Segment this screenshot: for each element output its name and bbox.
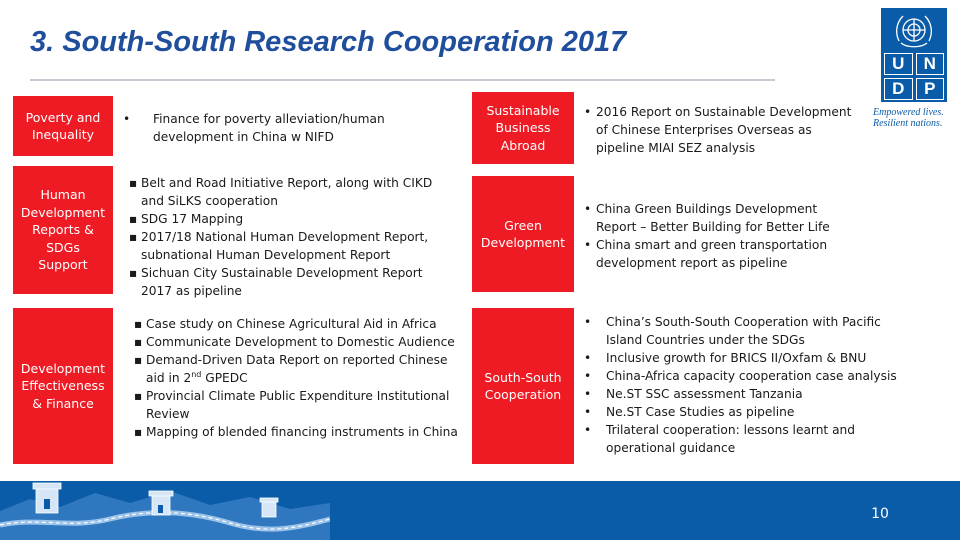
category-box-development-effectiveness xyxy=(13,308,113,464)
logo-letter: N xyxy=(916,53,945,75)
category-label: Sustainable xyxy=(486,102,560,118)
un-emblem-icon xyxy=(887,11,941,49)
undp-logo xyxy=(875,8,953,132)
green-development-items xyxy=(584,200,844,272)
item-text: Demand-Driven Data Report on reported Chinese aid in 2 xyxy=(146,353,448,385)
list-item: • Trilateral cooperation: lessons learnt and operational guidance xyxy=(584,421,904,457)
category-box-green-development xyxy=(472,176,574,292)
slide-title: 3. South-South Research Cooperation 2017 xyxy=(30,26,627,58)
category-label: & Finance xyxy=(32,395,94,411)
category-label: Development xyxy=(20,360,106,376)
category-label: Abroad xyxy=(500,137,546,153)
category-label: Development xyxy=(20,204,106,220)
south-south-items xyxy=(584,313,904,457)
category-label: Green xyxy=(504,217,542,233)
logo-letter: D xyxy=(884,78,913,100)
superscript: nd xyxy=(191,369,202,379)
category-label: Cooperation xyxy=(484,387,562,402)
category-label: Reports & xyxy=(32,222,94,238)
list-item: ▪ Sichuan City Sustainable Development Report 2017 as pipeline xyxy=(129,264,449,300)
category-box-poverty xyxy=(13,96,113,156)
category-label: South-South xyxy=(484,369,562,385)
tagline-line: Empowered lives. xyxy=(873,107,944,118)
list-item xyxy=(134,351,469,387)
list-item: • Ne.ST SSC assessment Tanzania xyxy=(584,385,904,403)
list-item: • China’s South-South Cooperation with Pacific Island Countries under the SDGs xyxy=(584,313,904,349)
title-divider xyxy=(30,79,775,81)
logo-background xyxy=(881,8,947,102)
logo-letter: U xyxy=(884,53,913,75)
list-item: ▪ Mapping of blended financing instruments in China xyxy=(134,423,469,441)
sustainable-business-items xyxy=(584,103,854,157)
category-label: Poverty and xyxy=(25,109,101,125)
list-item: • 2016 Report on Sustainable Development of Chinese Enterprises Overseas as pipeline MIAI SEZ analysis xyxy=(584,103,854,157)
great-wall-icon xyxy=(0,481,330,540)
list-item: ▪ 2017/18 National Human Development Report, subnational Human Development Report xyxy=(129,228,449,264)
list-item: ▪ Belt and Road Initiative Report, along with CIKD and SiLKS cooperation xyxy=(129,174,449,210)
development-effectiveness-items xyxy=(134,315,469,441)
list-item: • China smart and green transportation development report as pipeline xyxy=(584,236,844,272)
item-text-tail: GPEDC xyxy=(201,371,248,385)
list-item: • China-Africa capacity cooperation case analysis xyxy=(584,367,904,385)
slide-number: 10 xyxy=(871,506,889,522)
list-item: ▪ Case study on Chinese Agricultural Aid in Africa xyxy=(134,315,469,333)
category-box-south-south xyxy=(472,308,574,464)
list-item: • Finance for poverty alleviation/human development in China w NIFD xyxy=(123,110,393,146)
list-item: ▪ Communicate Development to Domestic Audience xyxy=(134,333,469,351)
category-label: Human xyxy=(40,187,86,203)
category-box-human-development xyxy=(13,166,113,294)
logo-letter: P xyxy=(916,78,945,100)
undp-letters xyxy=(881,51,947,101)
category-label: Development xyxy=(480,235,566,250)
category-label: Effectiveness xyxy=(21,378,105,394)
list-item: • Inclusive growth for BRICS II/Oxfam & BNU xyxy=(584,349,904,367)
list-item: • China Green Buildings Development Report – Better Building for Better Life xyxy=(584,200,844,236)
list-item: • Ne.ST Case Studies as pipeline xyxy=(584,403,904,421)
undp-tagline xyxy=(873,107,957,129)
tagline-line: Resilient nations. xyxy=(873,118,943,129)
category-box-sustainable-business xyxy=(472,92,574,164)
human-development-items xyxy=(129,174,449,300)
list-item: ▪ SDG 17 Mapping xyxy=(129,210,449,228)
category-label: Inequality xyxy=(31,127,95,142)
category-label: SDGs Support xyxy=(38,239,88,273)
footer-band xyxy=(0,481,960,540)
category-label: Business xyxy=(495,120,551,136)
list-item: ▪ Provincial Climate Public Expenditure Institutional Review xyxy=(134,387,469,423)
poverty-items xyxy=(123,110,393,146)
